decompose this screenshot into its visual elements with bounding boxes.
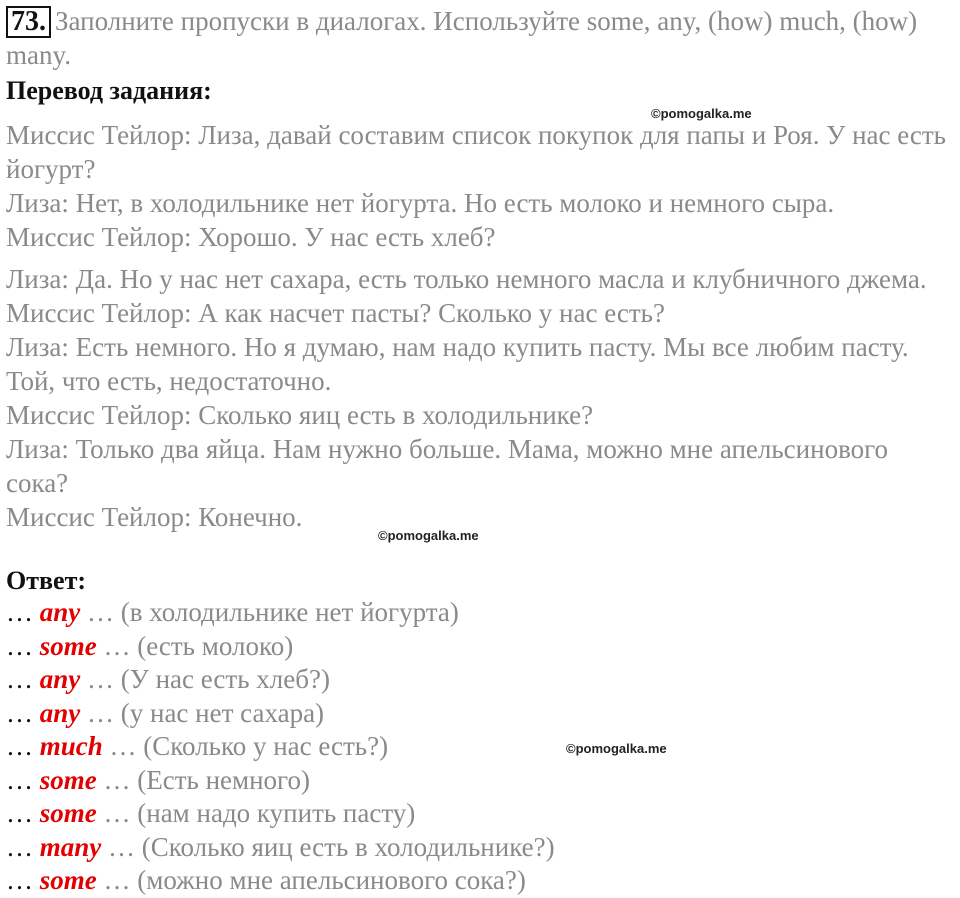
translation-line: Миссис Тейлор: А как насчет пасты? Сколько у нас есть? [6,298,665,328]
answer-prefix: … [6,664,40,694]
answer-prefix: … [6,865,40,895]
answer-suffix: … (в холодильнике нет йогурта) [80,597,459,627]
answer-row [6,697,956,731]
answer-suffix: … (Сколько яиц есть в холодильнике?) [101,831,555,862]
answer-row [6,630,956,664]
answer-suffix: … (у нас нет сахара) [80,697,325,728]
answer-keyword: any [39,664,81,694]
translation-line: Миссис Тейлор: Конечно. [6,502,303,532]
translation-block-2 [6,262,956,534]
translation-line: Лиза: Есть немного. Но я думаю, нам надо купить пасту. Мы все любим пасту. Той, что есть, недостаточно. [6,332,909,396]
task-number: 73. [6,6,51,38]
answer-heading: Ответ: [6,566,87,595]
answer-row [6,663,956,697]
answer-row [6,864,956,898]
translation-block-1 [6,118,956,254]
answer-prefix: … [6,597,40,627]
answer-prefix: … [6,731,40,761]
answer-list [6,596,956,898]
answer-row [6,730,956,764]
answer-suffix: … (можно мне апельсинового сока?) [96,865,526,895]
translation-heading: Перевод задания: [6,76,212,105]
answer-suffix: … (Есть немного) [96,764,310,795]
translation-line: Лиза: Нет, в холодильнике нет йогурта. Но есть молоко и немного сыра. [6,188,835,218]
answer-row [6,764,956,798]
translation-line: Миссис Тейлор: Лиза, давай составим список покупок для папы и Роя. У нас есть йогурт? [6,120,946,184]
translation-line: Миссис Тейлор: Хорошо. У нас есть хлеб? [6,222,496,252]
answer-keyword: any [39,597,81,627]
answer-prefix: … [6,697,40,728]
watermark: ©pomogalka.me [651,106,752,121]
answer-prefix: … [6,630,40,661]
task-header [6,4,956,72]
answer-keyword: any [39,697,81,728]
translation-line: Лиза: Только два яйца. Нам нужно больше. Мама, можно мне апельсинового сока? [6,434,889,498]
answer-keyword: some [39,764,97,795]
answer-suffix: … (Сколько у нас есть?) [102,731,389,761]
answer-keyword: some [39,630,97,661]
answer-row [6,797,956,831]
answer-keyword: many [39,831,102,862]
answer-prefix: … [6,831,40,862]
task-instruction: Заполните пропуски в диалогах. Используйте some, any, (how) much, (how) many. [6,6,918,70]
watermark: ©pomogalka.me [378,528,479,543]
watermark: ©pomogalka.me [566,741,667,756]
answer-suffix: … (У нас есть хлеб?) [80,664,330,694]
translation-line: Миссис Тейлор: Сколько яиц есть в холодильнике? [6,400,594,430]
answer-row [6,831,956,865]
answer-row [6,596,956,630]
answer-prefix: … [6,798,40,828]
answer-keyword: some [39,865,97,895]
answer-suffix: … (есть молоко) [96,630,294,661]
translation-line: Лиза: Да. Но у нас нет сахара, есть только немного масла и клубничного джема. [6,264,927,294]
answer-suffix: … (нам надо купить пасту) [96,798,416,828]
answer-prefix: … [6,764,40,795]
answer-keyword: some [39,798,97,828]
answer-keyword: much [39,731,103,761]
